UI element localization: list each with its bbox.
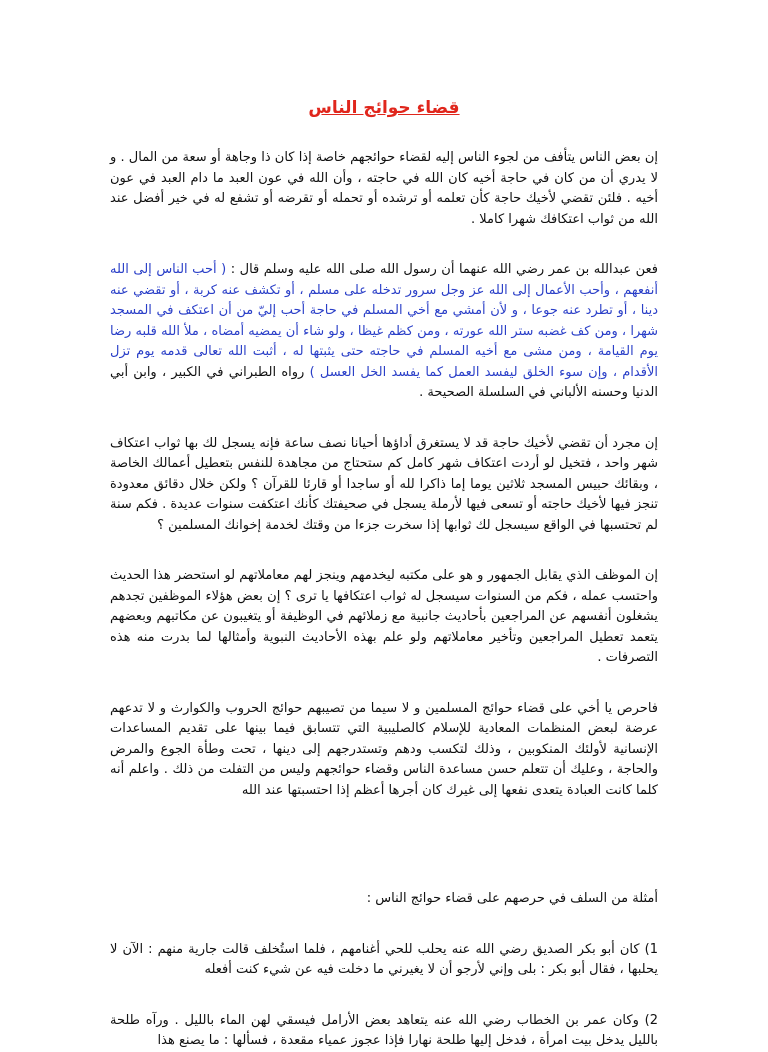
paragraph-employee: إن الموظف الذي يقابل الجمهور و هو على مكتبه ليخدمهم وينجز لهم معاملاتهم لو استحضر هذا الحديث واحتسب عمله ، فكم من السنوات سيسجل له ثواب اعتكافها يا ترى ؟ إن بعض هؤلاء الموظفين تجدهم يشغلون أنفسهم عن المراجعين بأحاديث جانبية مع زملائهم في الوظيفة أو يتغيبون عن مكاتبهم وبعضهم يتعمد تعطيل المراجعين وتأخير معاملاتهم ولو علم بهذه الأحاديث النبوية وأمثالها لما بدرت منه هذه التصرفات . bbox=[110, 568, 658, 665]
paragraph-example-2: 2) وكان عمر بن الخطاب رضي الله عنه يتعاهد بعض الأرامل فيسقي لهن الماء بالليل . ورآه طلحة بالليل يدخل بيت امرأة ، فدخل إليها طلحة نهارا فإذا عجوز عمياء مقعدة ، فسألها : ما يصنع هذا bbox=[110, 1012, 658, 1048]
hadith-source-text: رواه الطبراني في الكبير ، وابن أبي الدنيا وحسنه الألباني في السلسلة الصحيحة . bbox=[110, 364, 658, 400]
paragraph-hadith bbox=[110, 260, 658, 404]
paragraph-exhortation: فاحرص يا أخي على قضاء حوائج المسلمين و لا سيما من تصيبهم حوائج الحروب والكوارث و لا تدعهم عرضة لبعض المنظمات المعادية للإسلام كالصليبية التي تتسابق فيما بينها على تقديم المساعدات الإنسانية لأولئك المنكوبين ، وذلك لتكسب ودهم وتستدرجهم إلى دينها ، تحت وطأة الجوع والمرض والحاجة ، وعليك أن تتعلم حسن مساعدة الناس وقضاء حوائجهم وليس من التفلت من ذلك . واعلم أنه كلما كانت العبادة يتعدى نفعها إلى غيرك كان أجرها أعظم إذا احتسبتها عند الله bbox=[110, 700, 658, 798]
paragraph-itikaf: إن مجرد أن تقضي لأخيك حاجة قد لا يستغرق أداؤها أحيانا نصف ساعة فإنه يسجل لك بها ثواب اعتكاف شهر واحد ، فتخيل لو أردت اعتكاف شهر كامل كم ستحتاج من مجاهدة للنفس بتعطيل أعمالك الخاصة ، وبقائك حبيس المسجد ثلاثين يوما إما ذاكرا لله أو ساجدا أو قارئا للقرآن ؟ ولكن خلال دقائق معدودة تنجز فيها لأخيك حاجته أو تسعى فيها لأرملة يسجل في صحيفتك كأنك اعتكفت سنوات عديدة . فكم سنة لم تحتسبها في الواقع سيسجل لك ثوابها إذا سخرت جزءا من وقتك لخدمة إخوانك المسلمين ؟ bbox=[110, 435, 658, 533]
hadith-intro-text: فعن عبدالله بن عمر رضي الله عنهما أن رسول الله صلى الله عليه وسلم قال : bbox=[226, 262, 658, 277]
paragraph-intro: إن بعض الناس يتأفف من لجوء الناس إليه لقضاء حوائجهم خاصة إذا كان ذا وجاهة أو سعة من المال . و لا يدري أن من كان في حاجة أخيه كان الله في حاجته ، وأن الله في عون العبد ما دام العبد في عون أخيه . فلئن تقضي لأخيك حاجة كأن تعلمه أو ترشده أو تحمله أو تقرضه أو تشفع له في خير أفضل عند الله من ثواب اعتكافك شهرا كاملا . bbox=[110, 150, 658, 227]
page-title: قضاء حوائج الناس bbox=[308, 98, 460, 118]
paragraph-examples-heading: أمثلة من السلف في حرصهم على قضاء حوائج الناس : bbox=[366, 891, 658, 906]
hadith-quote-text: ( أحب الناس إلى الله أنفعهم ، وأحب الأعمال إلى الله عز وجل سرور تدخله على مسلم ، أو تكشف عنه كربة ، أو تقضي عنه دينا ، أو تطرد عنه جوعا ، و لأن أمشي مع أخي المسلم في حاجة أحب إليّ من أن اعتكف في المسجد شهرا ، ومن كف غضبه ستر الله عورته ، ومن كظم غيظا ، ولو شاء أن يمضيه أمضاه ، ملأ الله قلبه رضا يوم القيامة ، ومن مشى مع أخيه المسلم في حاجته حتى يثبتها له ، أثبت الله تعالى قدمه يوم تزل الأقدام ، وإن سوء الخلق ليفسد العمل كما يفسد الخل العسل ) bbox=[110, 262, 658, 380]
paragraph-example-1: 1) كان أبو بكر الصديق رضي الله عنه يحلب للحي أغنامهم ، فلما استُخلف قالت جارية منهم : الآن لا يحلبها ، فقال أبو بكر : بلى وإني لأرجو أن لا يغيرني ما دخلت فيه عن شيء كنت أفعله bbox=[110, 941, 658, 977]
